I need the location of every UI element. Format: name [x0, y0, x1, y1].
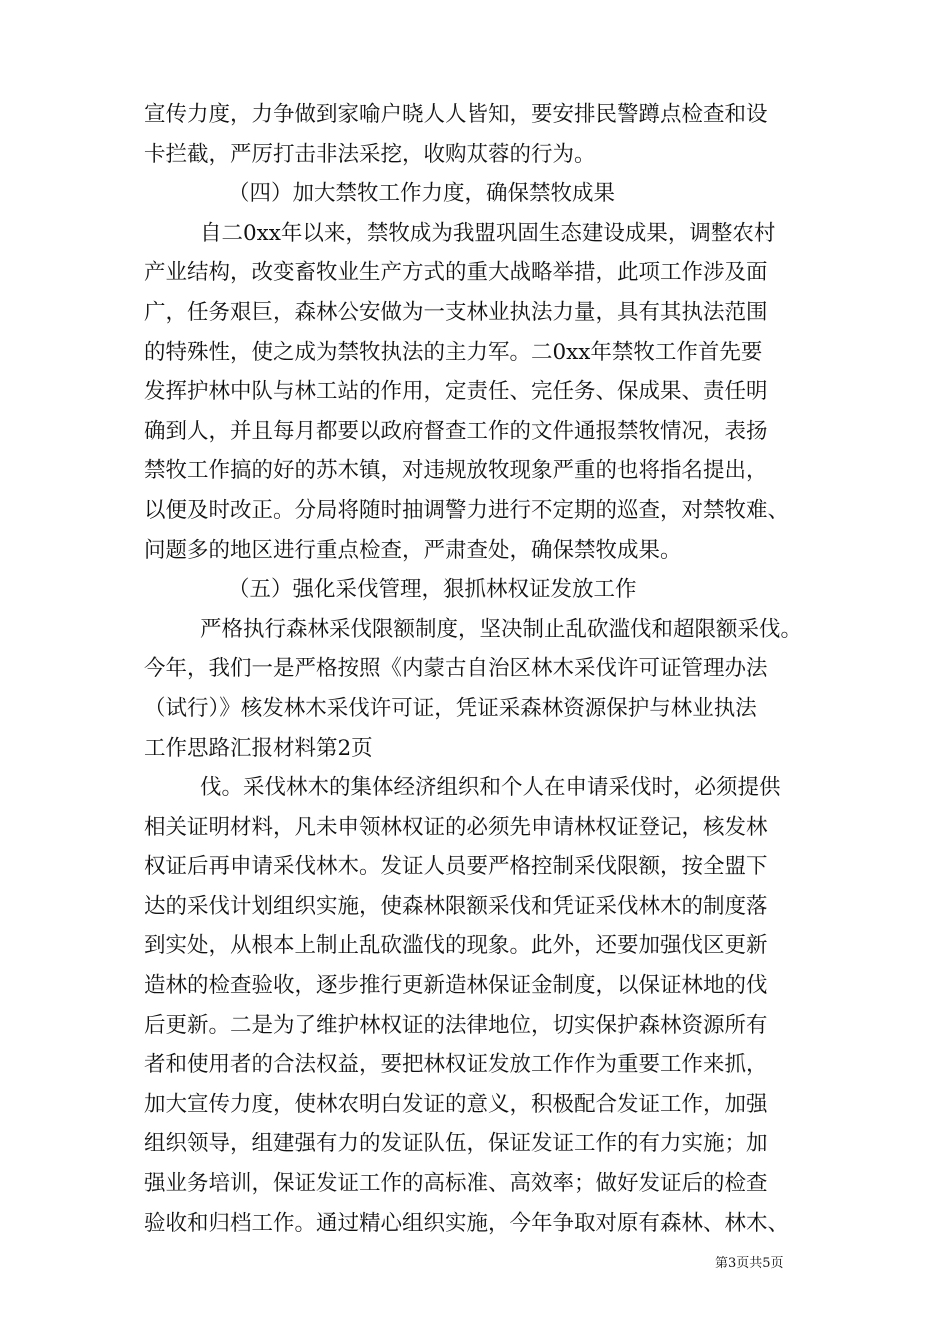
text-line: 宣传力度，力争做到家喻户晓人人皆知，要安排民警蹲点检查和设 — [144, 102, 768, 127]
text-line: 相关证明材料，凡未申领林权证的必须先申请林权证登记，核发林 — [144, 814, 768, 840]
text-line: 以便及时改正。分局将随时抽调警力进行不定期的巡查，对禁牧难、 — [144, 497, 790, 523]
text-line: 者和使用者的合法权益，要把林权证发放工作作为重要工作来抓， — [144, 1052, 768, 1078]
section-heading: （四）加大禁牧工作力度，确保禁牧成果 — [228, 181, 616, 207]
text-line: 今年，我们一是严格按照《内蒙古自治区林木采伐许可证管理办法 — [144, 656, 768, 682]
paragraph-start: 伐。采伐林木的集体经济组织和个人在申请采伐时，必须提供 — [200, 775, 781, 801]
section-heading: （五）强化采伐管理，狠抓林权证发放工作 — [228, 577, 637, 603]
text-line: 卡拦截，严厉打击非法采挖，收购苁蓉的行为。 — [144, 141, 596, 167]
document-body — [144, 95, 834, 1243]
text-line: 后更新。二是为了维护林权证的法律地位，切实保护森林资源所有 — [144, 1012, 768, 1038]
paragraph-start: 自二0xx年以来，禁牧成为我盟巩固生态建设成果，调整农村 — [200, 220, 776, 246]
text-line: （试行）》核发林木采伐许可证，凭证采森林资源保护与林业执法 — [144, 695, 757, 721]
page-number: 第3页共5页 — [715, 1256, 784, 1271]
paragraph-start: 严格执行森林采伐限额制度，坚决制止乱砍滥伐和超限额采伐。 — [200, 616, 803, 642]
text-line: 权证后再申请采伐林木。发证人员要严格控制采伐限额，按全盟下 — [144, 854, 768, 880]
text-line: 广，任务艰巨，森林公安做为一支林业执法力量，具有其执法范围 — [144, 299, 768, 325]
text-line: 产业结构，改变畜牧业生产方式的重大战略举措，此项工作涉及面 — [144, 260, 768, 286]
text-line: 组织领导，组建强有力的发证队伍，保证发证工作的有力实施；加 — [144, 1131, 768, 1157]
text-line: 到实处，从根本上制止乱砍滥伐的现象。此外，还要加强伐区更新 — [144, 933, 768, 959]
text-line: 验收和归档工作。通过精心组织实施，今年争取对原有森林、林木、 — [144, 1210, 790, 1236]
text-line: 确到人，并且每月都要以政府督查工作的文件通报禁牧情况，表扬 — [144, 418, 768, 444]
text-line: 强业务培训，保证发证工作的高标准、高效率；做好发证后的检查 — [144, 1171, 768, 1197]
text-line: 的特殊性，使之成为禁牧执法的主力军。二0xx年禁牧工作首先要 — [144, 339, 763, 365]
text-line: 问题多的地区进行重点检查，严肃查处，确保禁牧成果。 — [144, 537, 682, 563]
text-line: 禁牧工作搞的好的苏木镇，对违规放牧现象严重的也将指名提出， — [144, 458, 768, 484]
text-line: 造林的检查验收，逐步推行更新造林保证金制度，以保证林地的伐 — [144, 973, 768, 999]
text-line: 工作思路汇报材料第2页 — [144, 735, 373, 761]
text-line: 加大宣传力度，使林农明白发证的意义，积极配合发证工作，加强 — [144, 1091, 768, 1117]
text-line: 发挥护林中队与林工站的作用，定责任、完任务、保成果、责任明 — [144, 379, 768, 405]
text-line: 达的采伐计划组织实施，使森林限额采伐和凭证采伐林木的制度落 — [144, 893, 768, 919]
